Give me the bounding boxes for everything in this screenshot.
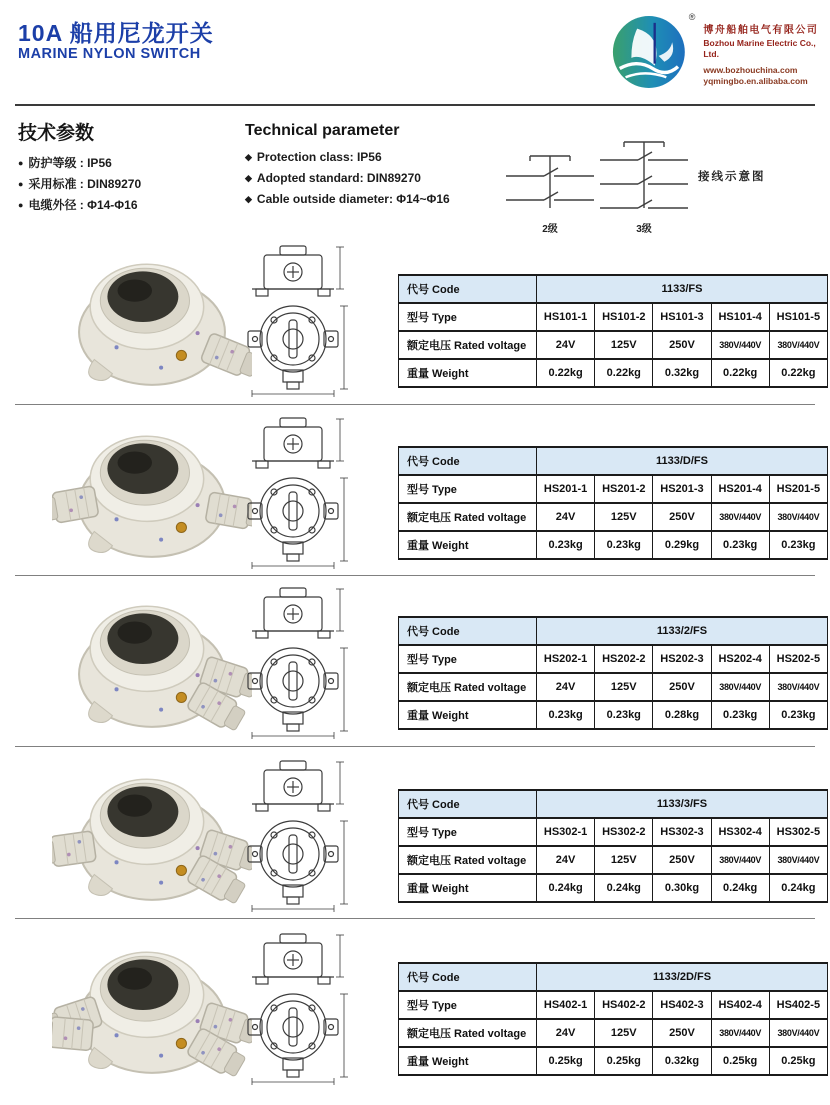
- weight-cell: 0.23kg: [769, 701, 827, 729]
- type-cell: HS202-3: [653, 645, 711, 673]
- company-website: www.bozhouchina.com: [703, 65, 798, 76]
- voltage-cell: 380V/440V: [711, 673, 769, 701]
- spec-table: [398, 789, 828, 903]
- voltage-cell: 125V: [595, 673, 653, 701]
- product-photo: [52, 934, 252, 1086]
- tech-title-cn: 技术参数: [18, 123, 95, 144]
- pole-count-label: 3级: [636, 224, 652, 235]
- spec-table: [398, 962, 828, 1076]
- tech-params-en: [245, 122, 450, 210]
- tech-item: [245, 168, 450, 189]
- voltage-cell: 380V/440V: [769, 673, 827, 701]
- diamond-bullet-icon: ◆: [245, 172, 252, 183]
- company-text: [703, 24, 830, 88]
- type-cell: HS201-4: [711, 475, 769, 503]
- code-value: 1133/3/FS: [537, 790, 828, 818]
- code-label: 代号 Code: [399, 447, 537, 475]
- code-value: 1133/2D/FS: [537, 963, 828, 991]
- tech-params-cn: [18, 118, 141, 216]
- weight-cell: 0.23kg: [711, 701, 769, 729]
- company-logo: [610, 12, 830, 92]
- type-cell: HS302-2: [595, 818, 653, 846]
- type-cell: HS402-5: [769, 991, 827, 1019]
- company-name-en: Bozhou Marine Electric Co., Ltd.: [703, 37, 816, 59]
- weight-label: 重量 Weight: [399, 874, 537, 902]
- weight-cell: 0.25kg: [711, 1047, 769, 1075]
- product-section-4: [0, 755, 830, 921]
- tech-item-text: 采用标准 : DIN89270: [28, 177, 142, 191]
- voltage-cell: 24V: [537, 673, 595, 701]
- page-title-block: [18, 20, 214, 62]
- section-divider: [15, 918, 815, 919]
- type-cell: HS101-2: [595, 303, 653, 331]
- type-cell: HS202-5: [769, 645, 827, 673]
- voltage-cell: 380V/440V: [769, 331, 827, 359]
- type-cell: HS402-2: [595, 991, 653, 1019]
- voltage-cell: 250V: [653, 331, 711, 359]
- weight-label: 重量 Weight: [399, 1047, 537, 1075]
- weight-cell: 0.25kg: [537, 1047, 595, 1075]
- voltage-label: 额定电压 Rated voltage: [399, 331, 537, 359]
- voltage-cell: 250V: [653, 673, 711, 701]
- code-label: 代号 Code: [399, 963, 537, 991]
- weight-cell: 0.22kg: [711, 359, 769, 387]
- type-label: 型号 Type: [399, 991, 537, 1019]
- product-section-3: [0, 582, 830, 748]
- type-cell: HS302-3: [653, 818, 711, 846]
- type-cell: HS201-1: [537, 475, 595, 503]
- tech-item-text: Adopted standard: DIN89270: [256, 171, 421, 185]
- type-cell: HS302-1: [537, 818, 595, 846]
- type-cell: HS302-4: [711, 818, 769, 846]
- diamond-bullet-icon: ◆: [245, 193, 252, 204]
- bullet-icon: ●: [18, 157, 24, 168]
- type-cell: HS202-4: [711, 645, 769, 673]
- weight-cell: 0.24kg: [711, 874, 769, 902]
- voltage-cell: 380V/440V: [711, 503, 769, 531]
- tech-item: [245, 189, 450, 210]
- voltage-cell: 380V/440V: [769, 503, 827, 531]
- company-name-cn: 博舟船舶电气有限公司: [703, 25, 819, 36]
- tech-item-text: 防护等级 : IP56: [28, 156, 112, 170]
- type-cell: HS201-3: [653, 475, 711, 503]
- spec-table: [398, 274, 828, 388]
- voltage-cell: 125V: [595, 1019, 653, 1047]
- weight-cell: 0.25kg: [769, 1047, 827, 1075]
- weight-cell: 0.32kg: [653, 1047, 711, 1075]
- weight-cell: 0.23kg: [595, 531, 653, 559]
- page-title-en: MARINE NYLON SWITCH: [18, 46, 201, 63]
- voltage-cell: 125V: [595, 503, 653, 531]
- product-photo: [52, 246, 252, 398]
- weight-cell: 0.25kg: [595, 1047, 653, 1075]
- product-section-1: [0, 240, 830, 406]
- section-divider: [15, 746, 815, 747]
- weight-cell: 0.22kg: [537, 359, 595, 387]
- code-label: 代号 Code: [399, 790, 537, 818]
- weight-cell: 0.23kg: [537, 531, 595, 559]
- voltage-cell: 250V: [653, 1019, 711, 1047]
- product-photo: [52, 418, 252, 570]
- product-photo: [52, 761, 252, 913]
- pole-count-label: 2级: [542, 224, 558, 235]
- code-value: 1133/FS: [537, 275, 828, 303]
- page-title-cn: 10A 船用尼龙开关: [18, 20, 214, 46]
- weight-cell: 0.23kg: [595, 701, 653, 729]
- registered-mark: ®: [688, 12, 696, 22]
- type-label: 型号 Type: [399, 818, 537, 846]
- weight-cell: 0.28kg: [653, 701, 711, 729]
- product-photo: [52, 588, 252, 740]
- tech-item-text: Cable outside diameter: Φ14~Φ16: [256, 192, 450, 206]
- voltage-cell: 24V: [537, 503, 595, 531]
- type-cell: HS101-5: [769, 303, 827, 331]
- voltage-cell: 125V: [595, 846, 653, 874]
- tech-item: [245, 147, 450, 168]
- voltage-cell: 24V: [537, 331, 595, 359]
- voltage-cell: 24V: [537, 1019, 595, 1047]
- weight-label: 重量 Weight: [399, 531, 537, 559]
- type-cell: HS402-3: [653, 991, 711, 1019]
- weight-cell: 0.30kg: [653, 874, 711, 902]
- tech-item: [18, 195, 141, 216]
- company-alibaba: yqmingbo.en.alibaba.com: [703, 76, 808, 87]
- weight-cell: 0.24kg: [769, 874, 827, 902]
- weight-cell: 0.24kg: [537, 874, 595, 902]
- product-section-5: [0, 928, 830, 1094]
- type-cell: HS101-3: [653, 303, 711, 331]
- weight-cell: 0.29kg: [653, 531, 711, 559]
- header-divider: [15, 104, 815, 106]
- product-section-2: [0, 412, 830, 578]
- weight-cell: 0.22kg: [769, 359, 827, 387]
- dimension-drawing: [240, 584, 350, 742]
- bullet-icon: ●: [18, 178, 24, 189]
- type-cell: HS101-1: [537, 303, 595, 331]
- voltage-cell: 24V: [537, 846, 595, 874]
- logo-sailboat-icon: [610, 12, 688, 92]
- type-cell: HS201-2: [595, 475, 653, 503]
- tech-item-text: 电缆外径 : Φ14-Φ16: [28, 198, 138, 212]
- voltage-cell: 250V: [653, 846, 711, 874]
- weight-cell: 0.23kg: [769, 531, 827, 559]
- voltage-cell: 250V: [653, 503, 711, 531]
- tech-item-text: Protection class: IP56: [256, 150, 382, 164]
- weight-cell: 0.22kg: [595, 359, 653, 387]
- dimension-drawing: [240, 930, 350, 1088]
- weight-label: 重量 Weight: [399, 701, 537, 729]
- tech-item: [18, 174, 141, 195]
- section-divider: [15, 575, 815, 576]
- voltage-label: 额定电压 Rated voltage: [399, 1019, 537, 1047]
- tech-item: [18, 153, 141, 174]
- weight-label: 重量 Weight: [399, 359, 537, 387]
- diamond-bullet-icon: ◆: [245, 151, 252, 162]
- weight-cell: 0.23kg: [711, 531, 769, 559]
- type-cell: HS402-1: [537, 991, 595, 1019]
- voltage-cell: 380V/440V: [711, 331, 769, 359]
- voltage-cell: 125V: [595, 331, 653, 359]
- code-label: 代号 Code: [399, 617, 537, 645]
- voltage-cell: 380V/440V: [711, 1019, 769, 1047]
- wiring-diagram-2pole: [502, 150, 598, 235]
- type-cell: HS202-1: [537, 645, 595, 673]
- tech-title-en: Technical parameter: [245, 122, 400, 139]
- code-value: 1133/2/FS: [537, 617, 828, 645]
- type-label: 型号 Type: [399, 645, 537, 673]
- voltage-label: 额定电压 Rated voltage: [399, 673, 537, 701]
- code-value: 1133/D/FS: [537, 447, 828, 475]
- type-cell: HS302-5: [769, 818, 827, 846]
- dimension-drawing: [240, 757, 350, 915]
- weight-cell: 0.23kg: [537, 701, 595, 729]
- dimension-drawing: [240, 242, 350, 400]
- type-cell: HS202-2: [595, 645, 653, 673]
- type-label: 型号 Type: [399, 475, 537, 503]
- type-label: 型号 Type: [399, 303, 537, 331]
- dimension-drawing: [240, 414, 350, 572]
- wiring-caption: 接线示意图: [698, 171, 766, 183]
- wiring-diagram-3pole: [596, 136, 692, 235]
- voltage-cell: 380V/440V: [769, 846, 827, 874]
- voltage-label: 额定电压 Rated voltage: [399, 846, 537, 874]
- section-divider: [15, 404, 815, 405]
- type-cell: HS402-4: [711, 991, 769, 1019]
- type-cell: HS101-4: [711, 303, 769, 331]
- bullet-icon: ●: [18, 199, 24, 210]
- code-label: 代号 Code: [399, 275, 537, 303]
- type-cell: HS201-5: [769, 475, 827, 503]
- weight-cell: 0.32kg: [653, 359, 711, 387]
- weight-cell: 0.24kg: [595, 874, 653, 902]
- voltage-label: 额定电压 Rated voltage: [399, 503, 537, 531]
- voltage-cell: 380V/440V: [769, 1019, 827, 1047]
- spec-table: [398, 616, 828, 730]
- voltage-cell: 380V/440V: [711, 846, 769, 874]
- spec-table: [398, 446, 828, 560]
